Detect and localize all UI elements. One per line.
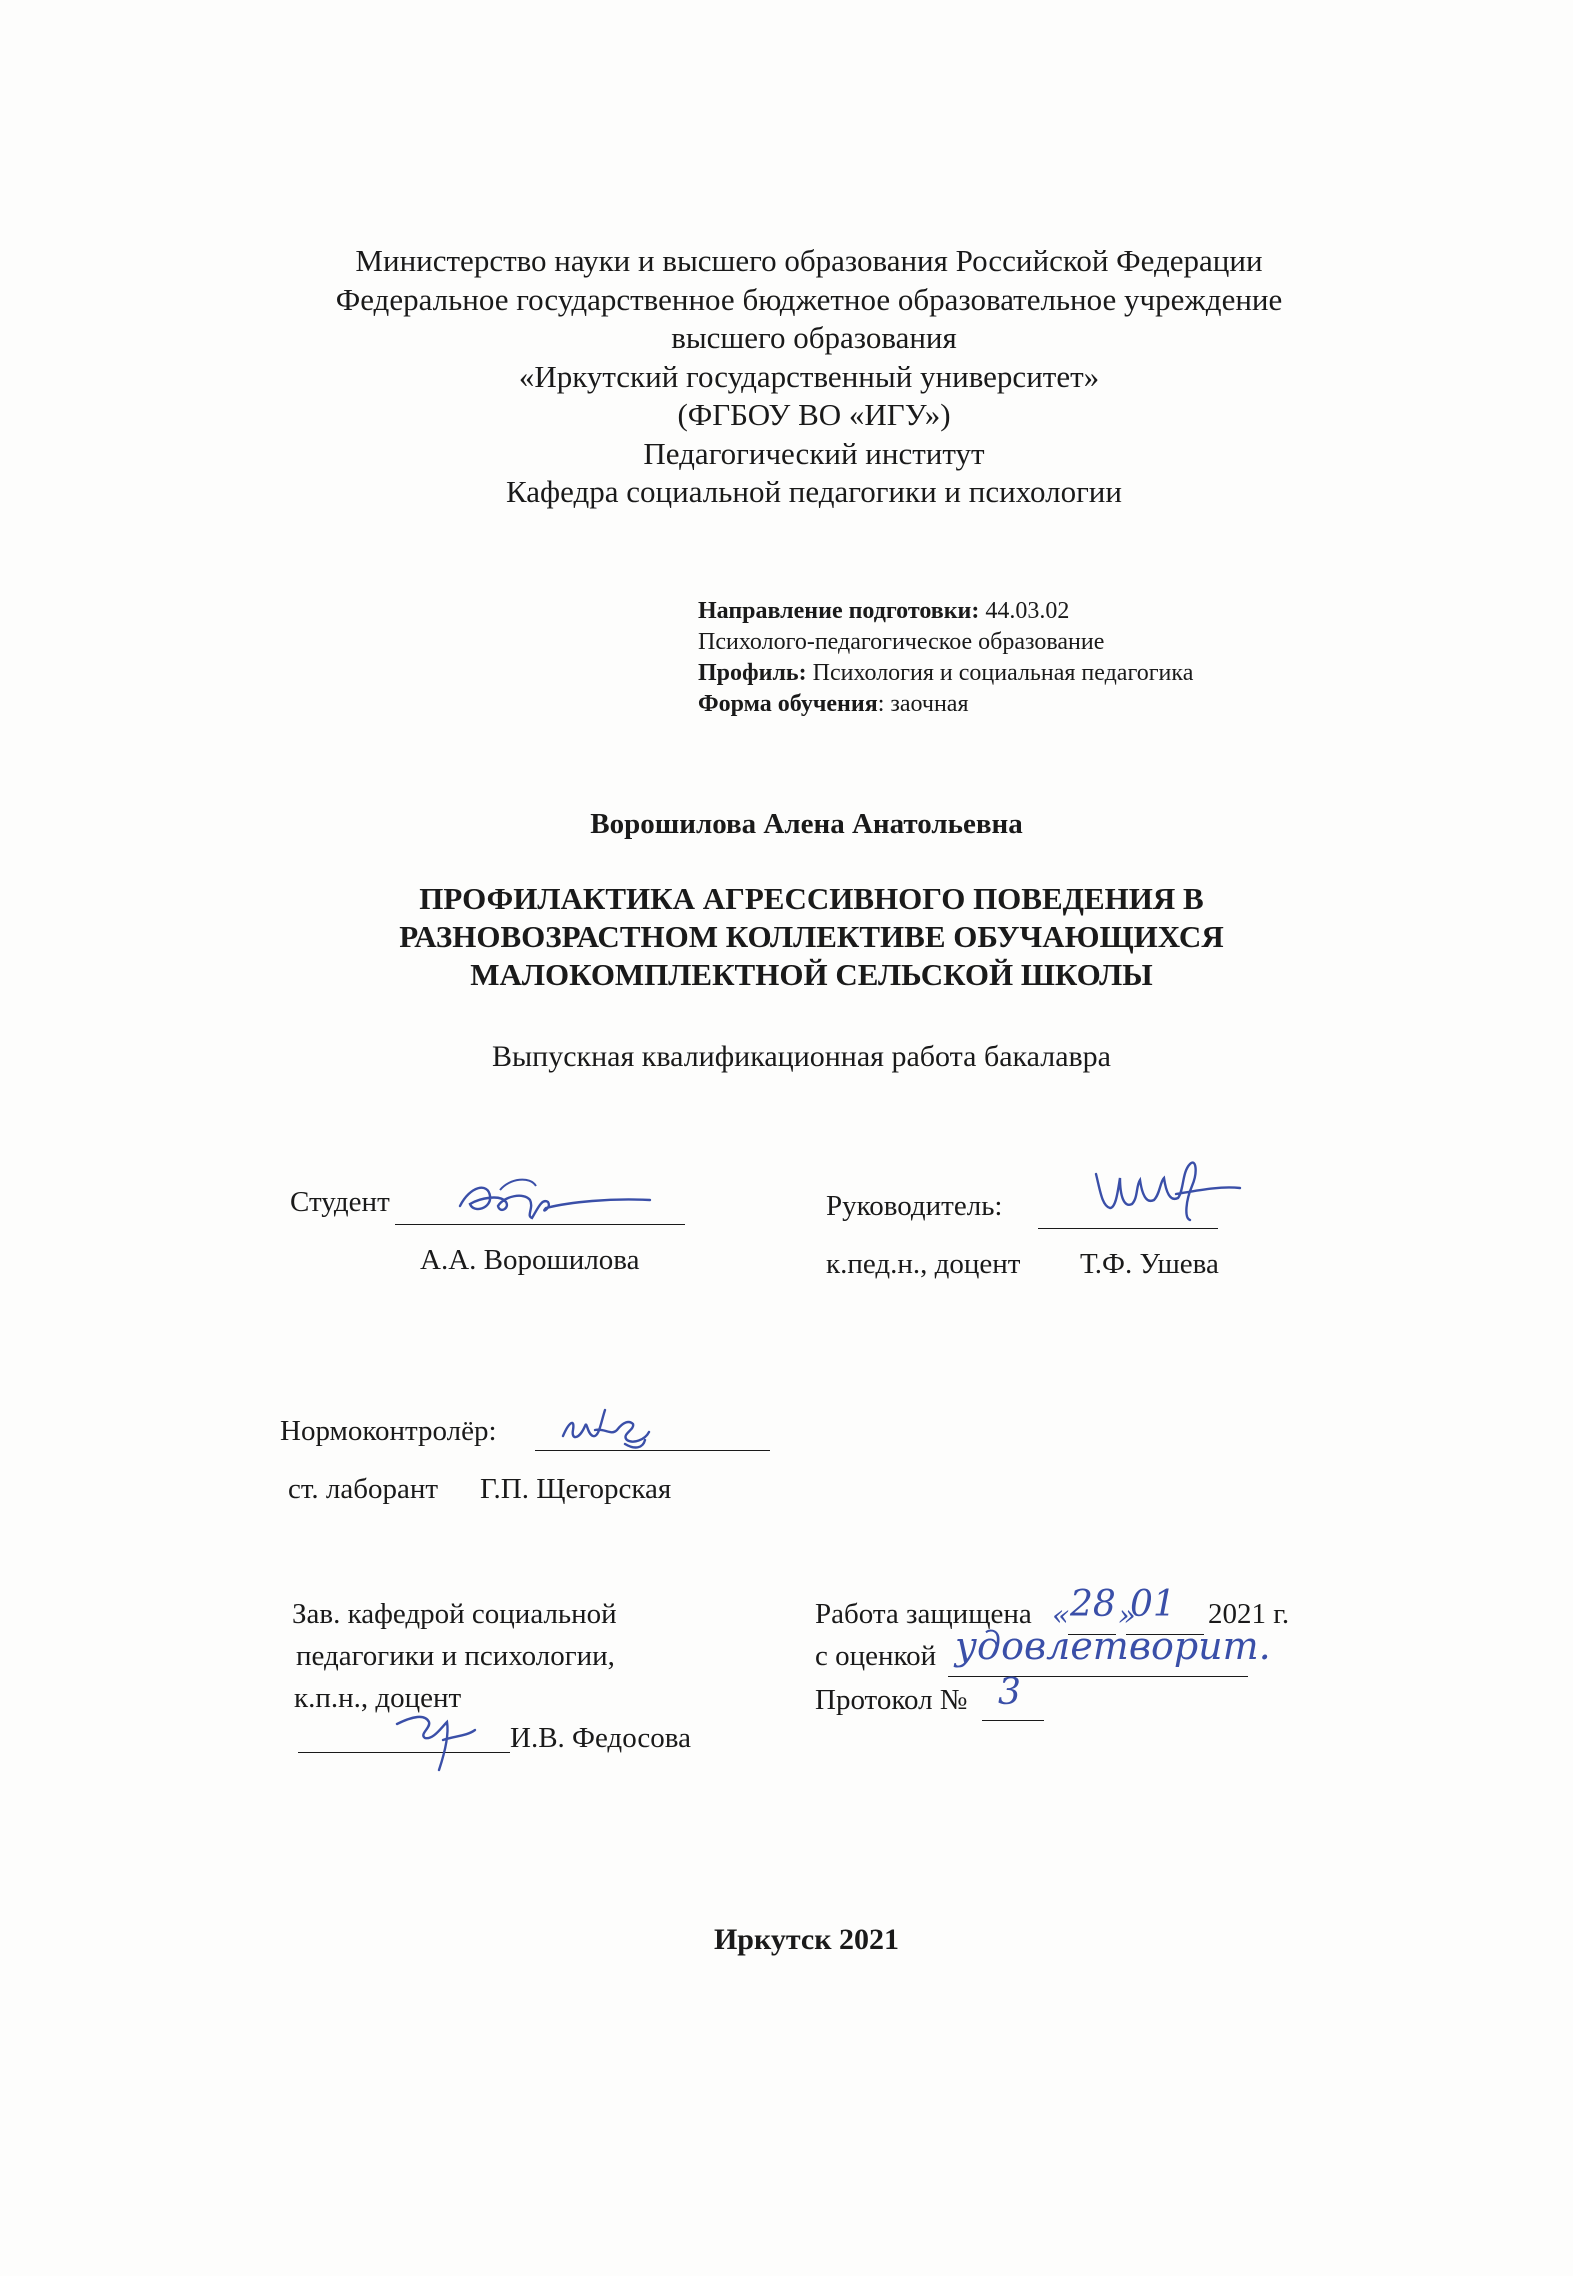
direction-row bbox=[698, 596, 1193, 627]
institute-line: Педагогический институт bbox=[643, 435, 985, 471]
defense-open-quote: « bbox=[1052, 1598, 1070, 1632]
supervisor-signature bbox=[1080, 1150, 1250, 1230]
protocol-number: 3 bbox=[998, 1672, 1021, 1713]
profile-label: Профиль: bbox=[698, 660, 807, 686]
university-abbr-line: (ФГБОУ ВО «ИГУ») bbox=[677, 397, 951, 432]
defense-month: 01 bbox=[1130, 1584, 1176, 1625]
head-title-line-2: педагогики и психологии, bbox=[296, 1640, 615, 1672]
direction-code: 44.03.02 bbox=[985, 598, 1070, 624]
study-form-row bbox=[698, 689, 1193, 720]
direction-label: Направление подготовки: bbox=[698, 598, 980, 624]
city-year: Иркутск 2021 bbox=[713, 1923, 900, 1956]
title-line-2: РАЗНОВОЗРАСТНОМ КОЛЛЕКТИВЕ ОБУЧАЮЩИХСЯ bbox=[399, 919, 1224, 954]
author-name: Ворошилова Алена Анатольевна bbox=[590, 808, 1023, 840]
department-line: Кафедра социальной педагогики и психологии bbox=[506, 474, 1122, 509]
protocol-label: Протокол № bbox=[815, 1684, 968, 1716]
supervisor-label: Руководитель: bbox=[826, 1190, 1003, 1222]
profile-row bbox=[698, 658, 1193, 689]
normcontrol-name: Г.П. Щегорская bbox=[480, 1473, 672, 1505]
defense-year: 2021 г. bbox=[1208, 1598, 1290, 1630]
grade-label: с оценкой bbox=[815, 1640, 937, 1672]
protocol-line bbox=[982, 1720, 1044, 1721]
profile-value: Психология и социальная педагогика bbox=[812, 660, 1194, 686]
normcontrol-position: ст. лаборант bbox=[288, 1473, 439, 1505]
student-name: А.А. Ворошилова bbox=[420, 1244, 640, 1276]
grade-line bbox=[948, 1676, 1248, 1677]
grade-value: удовлетворит. bbox=[955, 1624, 1271, 1668]
head-name: И.В. Федосова bbox=[510, 1722, 691, 1754]
normcontrol-signature bbox=[555, 1400, 675, 1460]
head-signature bbox=[385, 1700, 505, 1780]
university-name-line: «Иркутский государственный университет» bbox=[518, 358, 1100, 394]
title-line-1: ПРОФИЛАКТИКА АГРЕССИВНОГО ПОВЕДЕНИЯ В bbox=[419, 881, 1204, 916]
study-form-label: Форма обучения bbox=[698, 691, 878, 717]
head-degree: к.п.н., доцент bbox=[294, 1682, 462, 1714]
ministry-line: Министерство науки и высшего образования Российской Федерации bbox=[355, 243, 1263, 278]
education-level-line: высшего образования bbox=[671, 320, 957, 355]
defense-label: Работа защищена bbox=[815, 1598, 1032, 1630]
defense-day: 28 bbox=[1070, 1584, 1116, 1625]
study-form-value: : заочная bbox=[877, 691, 969, 717]
institution-type-line: Федеральное государственное бюджетное образовательное учреждение bbox=[335, 281, 1283, 317]
supervisor-name: Т.Ф. Ушева bbox=[1080, 1248, 1219, 1280]
program-info bbox=[698, 596, 1193, 720]
title-line-3: МАЛОКОМПЛЕКТНОЙ СЕЛЬСКОЙ ШКОЛЫ bbox=[470, 957, 1153, 992]
work-type: Выпускная квалификационная работа бакалавра bbox=[491, 1040, 1111, 1073]
institution-header bbox=[0, 242, 1573, 512]
direction-name: Психолого-педагогическое образование bbox=[698, 629, 1105, 655]
defense-close-quote: » bbox=[1118, 1598, 1136, 1632]
student-signature bbox=[440, 1168, 660, 1228]
head-title-line-1: Зав. кафедрой социальной bbox=[292, 1598, 617, 1630]
normcontrol-label: Нормоконтролёр: bbox=[280, 1415, 497, 1447]
student-label: Студент bbox=[290, 1186, 390, 1218]
supervisor-degree: к.пед.н., доцент bbox=[826, 1248, 1021, 1280]
thesis-title bbox=[0, 880, 1573, 994]
